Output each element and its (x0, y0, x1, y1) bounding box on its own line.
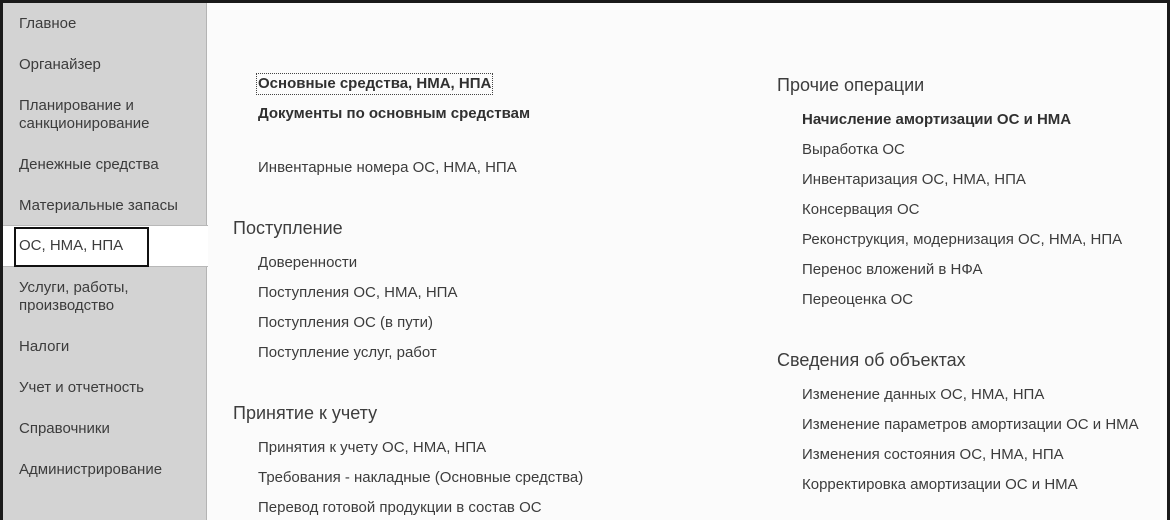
group-title-object-info: Сведения об объектах (777, 350, 966, 370)
sidebar (3, 3, 207, 520)
link-change-data[interactable]: Изменение данных ОС, НМА, НПА (802, 386, 1045, 403)
link-inventory-numbers[interactable]: Инвентарные номера ОС, НМА, НПА (258, 159, 517, 176)
group-title-other-operations: Прочие операции (777, 75, 925, 95)
link-inventory-count[interactable]: Инвентаризация ОС, НМА, НПА (802, 171, 1026, 188)
sidebar-item-accounting[interactable]: Учет и отчетность (19, 379, 144, 396)
link-powers-of-attorney[interactable]: Доверенности (258, 254, 358, 271)
link-fixed-assets-documents[interactable]: Документы по основным средствам (258, 105, 531, 122)
link-fixed-assets-catalog[interactable]: Основные средства, НМА, НПА (258, 75, 492, 92)
sidebar-item-directories[interactable]: Справочники (19, 420, 110, 437)
link-conservation[interactable]: Консервация ОС (802, 201, 920, 218)
sidebar-item-inventory[interactable]: Материальные запасы (19, 197, 178, 214)
sidebar-item-main[interactable]: Главное (19, 15, 77, 32)
sidebar-item-services[interactable]: Услуги, работы, производство (19, 279, 129, 314)
link-requisitions[interactable]: Требования - накладные (Основные средства) (258, 469, 584, 486)
link-acceptance-os[interactable]: Принятия к учету ОС, НМА, НПА (258, 439, 487, 456)
sidebar-item-organizer[interactable]: Органайзер (19, 56, 101, 73)
link-depreciation-adjustment[interactable]: Корректировка амортизации ОС и НМА (802, 476, 1078, 493)
link-change-state[interactable]: Изменения состояния ОС, НМА, НПА (802, 446, 1064, 463)
sidebar-item-fixed-assets[interactable]: ОС, НМА, НПА (3, 225, 208, 267)
section-content (208, 3, 1168, 520)
sidebar-item-taxes[interactable]: Налоги (19, 338, 70, 355)
link-depreciation[interactable]: Начисление амортизации ОС и НМА (802, 111, 1072, 128)
link-transfer-products[interactable]: Перевод готовой продукции в состав ОС (258, 499, 542, 516)
link-receipts-os[interactable]: Поступления ОС, НМА, НПА (258, 284, 458, 301)
link-reconstruction[interactable]: Реконструкция, модернизация ОС, НМА, НПА (802, 231, 1123, 248)
link-receipt-services[interactable]: Поступление услуг, работ (258, 344, 437, 361)
link-transfer-investments[interactable]: Перенос вложений в НФА (802, 261, 983, 278)
group-title-receipt: Поступление (233, 218, 343, 238)
link-receipts-os-in-transit[interactable]: Поступления ОС (в пути) (258, 314, 433, 331)
link-output-os[interactable]: Выработка ОС (802, 141, 905, 158)
link-change-depreciation-params[interactable]: Изменение параметров амортизации ОС и НМА (802, 416, 1139, 433)
sidebar-item-cash[interactable]: Денежные средства (19, 156, 159, 173)
link-revaluation[interactable]: Переоценка ОС (802, 291, 914, 308)
sidebar-item-administration[interactable]: Администрирование (19, 461, 163, 478)
group-title-acceptance: Принятие к учету (233, 403, 378, 423)
sidebar-item-planning[interactable]: Планирование и санкционирование (19, 97, 150, 132)
